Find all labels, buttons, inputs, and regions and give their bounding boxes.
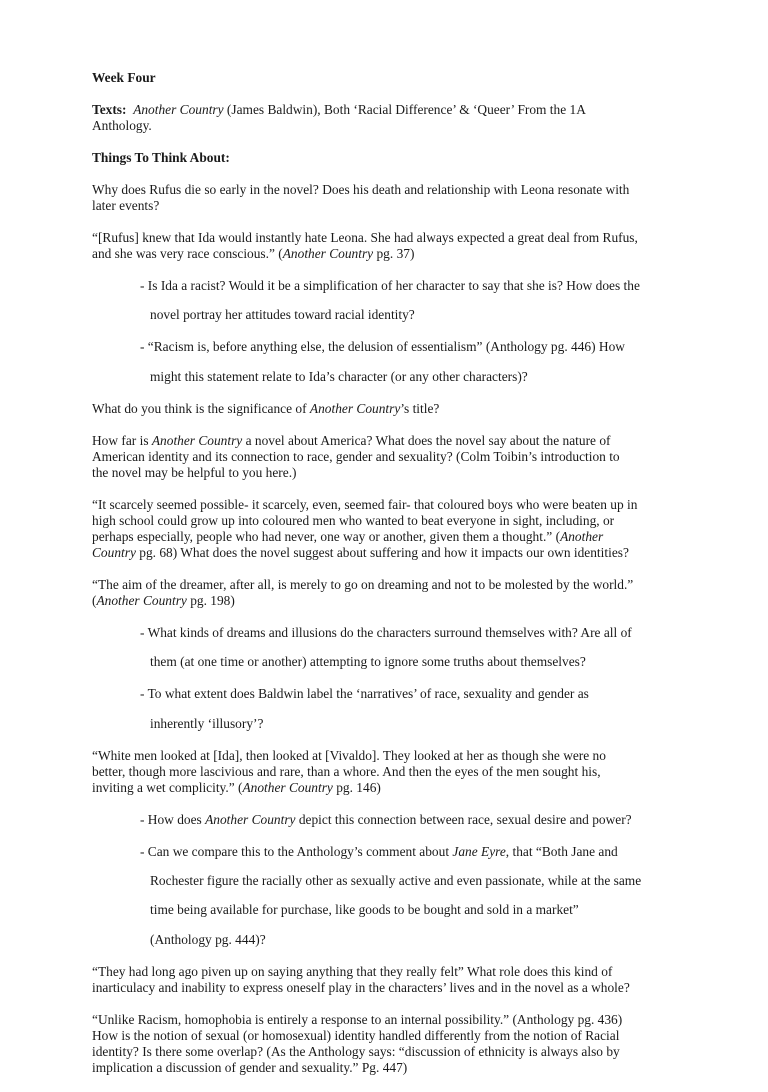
text-line: them (at one time or another) attempting to ignore some truths about themselves? — [150, 654, 586, 670]
text-line: What do you think is the significance of Another Country’s title? — [92, 400, 440, 416]
text-line: - Is Ida a racist? Would it be a simplification of her character to say that she is? How does the — [140, 278, 640, 293]
text-line: Why does Rufus die so early in the novel? Does his death and relationship with Leona resonate with — [92, 182, 630, 197]
texts-rest-2: Anthology. — [92, 118, 152, 133]
text-line: implication a discussion of gender and sexuality.” Pg. 447) — [92, 1059, 408, 1075]
text-line: How is the notion of sexual (or homosexual) identity handled differently from the notion of Racial — [92, 1027, 620, 1043]
book-title: Another Country — [133, 102, 224, 117]
text-line: - What kinds of dreams and illusions do the characters surround themselves with? Are all of — [140, 624, 632, 640]
quote-4 — [92, 748, 692, 796]
text-line: “White men looked at [Ida], then looked at [Vivaldo]. They looked at her as though she were no — [92, 747, 606, 763]
text-line: - How does Another Country depict this connection between race, sexual desire and power? — [140, 811, 632, 827]
texts-paragraph — [92, 102, 692, 134]
text-line: “The aim of the dreamer, after all, is merely to go on dreaming and not to be molested by the world.” — [92, 576, 634, 592]
question-4 — [92, 964, 692, 996]
sub-question-1 — [140, 278, 692, 323]
text-line: “Unlike Racism, homophobia is entirely a response to an internal possibility.” (Anthology pg. 436) — [92, 1011, 623, 1027]
text-line: time being available for purchase, like goods to be bought and sold in a market” — [150, 902, 579, 918]
text-line: - Can we compare this to the Anthology’s comment about Jane Eyre, that “Both Jane and — [140, 843, 618, 859]
text-line: might this statement relate to Ida’s character (or any other characters)? — [150, 368, 528, 384]
text-line: better, though more lascivious and rare, than a whore. And then the eyes of the men sought his, — [92, 763, 601, 779]
text-line: later events? — [92, 198, 160, 213]
text-line: high school could grow up into coloured men who wanted to beat everyone in sight, including, or — [92, 512, 615, 528]
text-line: “They had long ago piven up on saying anything that they really felt” What role does this kind of — [92, 963, 613, 979]
text-line: Rochester figure the racially other as sexually active and even passionate, while at the same — [150, 872, 642, 888]
section-heading: Things To Think About: — [92, 150, 230, 165]
text-line: novel portray her attitudes toward racial identity? — [150, 307, 415, 323]
document-body — [92, 70, 692, 1092]
text-line: Country pg. 68) What does the novel suggest about suffering and how it impacts our own identities? — [92, 544, 629, 560]
sub-question-6 — [140, 844, 692, 948]
text-line: identity? Is there some overlap? (As the Anthology says: “discussion of ethnicity is always also by — [92, 1043, 620, 1059]
text-line: - “Racism is, before anything else, the delusion of essentialism” (Anthology pg. 446) How — [140, 339, 625, 355]
question-2 — [92, 401, 692, 417]
sub-question-5 — [140, 812, 692, 828]
text-line: - To what extent does Baldwin label the ‘narratives’ of race, sexuality and gender as — [140, 686, 589, 702]
text-line: (Anthology pg. 444)? — [150, 931, 266, 947]
quote-3 — [92, 577, 692, 609]
texts-label: Texts: — [92, 102, 127, 117]
question-1 — [92, 182, 692, 214]
question-3 — [92, 433, 692, 481]
text-line: inarticulacy and inability to express oneself play in the characters’ lives and in the novel as a whole? — [92, 979, 630, 995]
page-title: Week Four — [92, 70, 156, 85]
text-line: (Another Country pg. 198) — [92, 592, 235, 608]
text-line: and she was very race conscious.” (Another Country pg. 37) — [92, 246, 415, 261]
quote-2 — [92, 497, 692, 561]
texts-rest: (James Baldwin), Both ‘Racial Difference’ & ‘Queer’ From the 1A — [223, 102, 586, 117]
sub-question-2 — [140, 339, 692, 384]
text-line: American identity and its connection to race, gender and sexuality? (Colm Toibin’s introduction to — [92, 448, 620, 464]
text-line: the novel may be helpful to you here.) — [92, 464, 297, 480]
question-5 — [92, 1012, 692, 1076]
quote-1 — [92, 230, 692, 262]
text-line: “It scarcely seemed possible- it scarcely, even, seemed fair- that coloured boys who were beaten up in — [92, 496, 638, 512]
text-line: How far is Another Country a novel about America? What does the novel say about the nature of — [92, 432, 611, 448]
text-line: perhaps especially, people who had never, one way or another, given them a thought.” (Another — [92, 528, 604, 544]
sub-question-3 — [140, 625, 692, 670]
sub-question-4 — [140, 686, 692, 731]
text-line: “[Rufus] knew that Ida would instantly hate Leona. She had always expected a great deal from Rufus, — [92, 230, 638, 245]
text-line: inherently ‘illusory’? — [150, 715, 264, 731]
text-line: inviting a wet complicity.” (Another Country pg. 146) — [92, 779, 381, 795]
